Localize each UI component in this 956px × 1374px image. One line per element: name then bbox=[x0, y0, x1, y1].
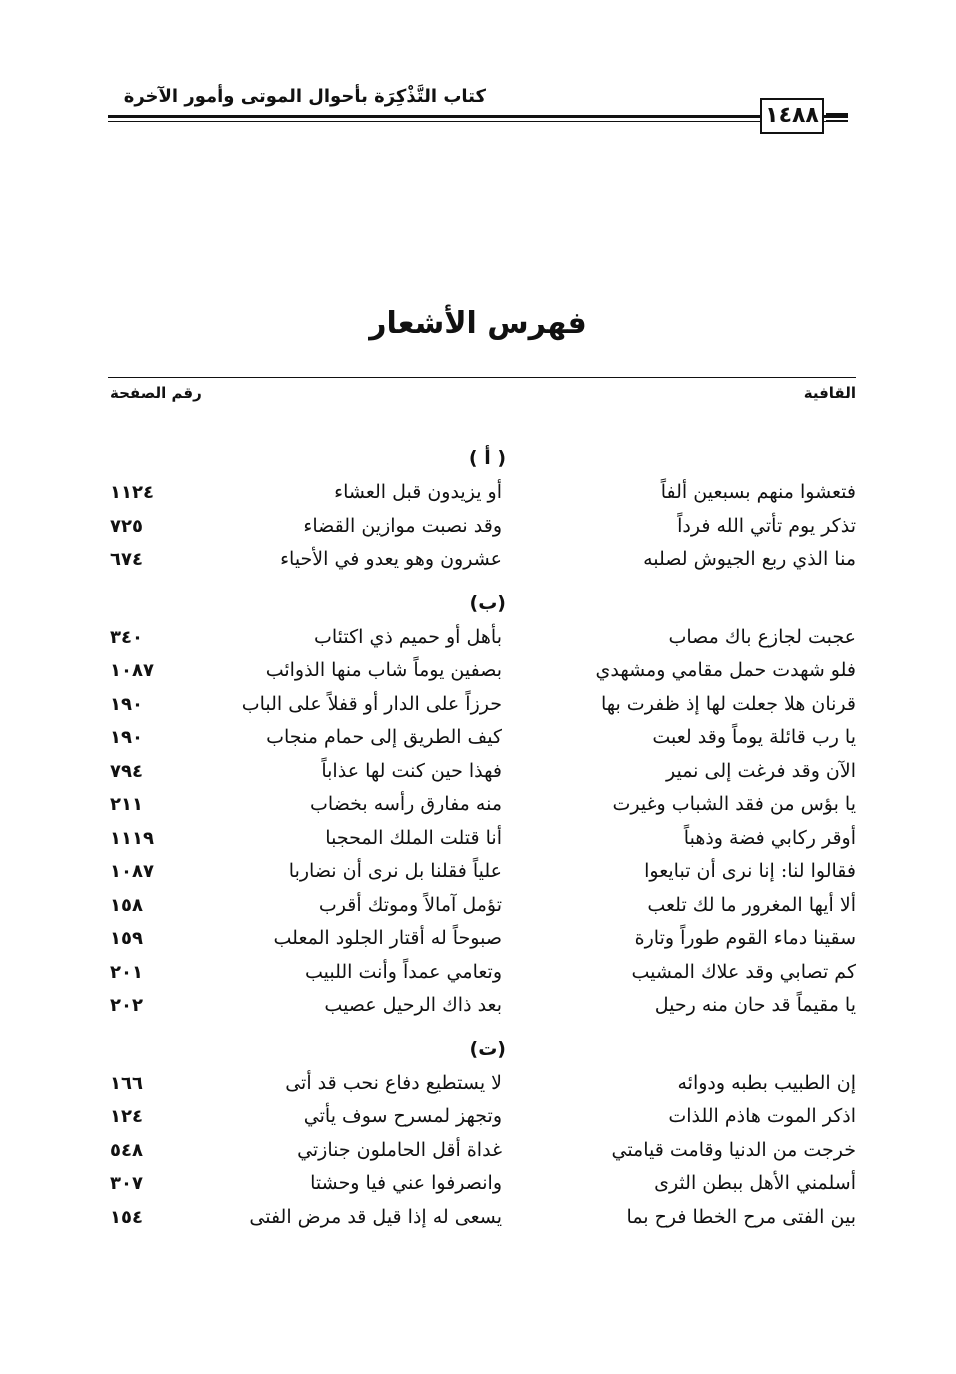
rhyme-hemistich: عجبت لجازع باك مصاب bbox=[668, 625, 856, 648]
second-hemistich: وتجهز لمسرح سوف يأتي bbox=[303, 1105, 502, 1127]
page-ref: ١٠٨٧ bbox=[110, 861, 154, 882]
page-ref: ٢٠٢ bbox=[110, 995, 143, 1016]
index-row bbox=[100, 721, 856, 755]
header-rule-tail bbox=[826, 113, 848, 116]
second-hemistich: أو يزيدون قبل العشاء bbox=[334, 481, 502, 503]
second-hemistich: كيف الطريق إلى حمام منجاب bbox=[266, 726, 502, 748]
index-row bbox=[100, 476, 856, 510]
rhyme-hemistich: قرنان هلا جعلت لها إذ ظفرت بها bbox=[600, 692, 856, 715]
index-row bbox=[100, 956, 856, 990]
column-header-rule bbox=[108, 377, 856, 378]
index-row bbox=[100, 1201, 856, 1235]
second-hemistich: صبوحاً له أقتار الجلود المعلب bbox=[273, 927, 502, 949]
page-ref: ٢٠١ bbox=[110, 961, 143, 983]
page-ref: ١٦٦ bbox=[110, 1072, 143, 1094]
rhyme-hemistich: يا مقيماً قد حان منه رحيل bbox=[654, 994, 856, 1016]
header-rule-thick bbox=[108, 115, 848, 118]
column-header-qafiya: القافية bbox=[803, 384, 856, 402]
page-ref: ٦٧٤ bbox=[110, 549, 143, 570]
page-ref: ١١١٩ bbox=[110, 827, 154, 849]
second-hemistich: أنا قتلت الملك المحجبا bbox=[325, 826, 502, 849]
page-ref: ١١٢٤ bbox=[110, 482, 154, 503]
index-row bbox=[100, 543, 856, 577]
page-ref: ٢١١ bbox=[110, 794, 143, 815]
rhyme-hemistich: فلو شهدت حمل مقامي ومشهدي bbox=[595, 659, 856, 681]
section-gap bbox=[100, 577, 856, 585]
index-row bbox=[100, 654, 856, 688]
index-row bbox=[100, 822, 856, 856]
rhyme-hemistich: بين الفتى مرح الخطا فرح بما bbox=[626, 1205, 856, 1228]
page-ref: ١٩٠ bbox=[110, 727, 143, 748]
rhyme-hemistich: تذكر يوم تأتي الله فرداً bbox=[677, 514, 856, 537]
second-hemistich: منه مفارق رأسه بخضاب bbox=[310, 793, 502, 815]
section-letter: (ت) bbox=[469, 1037, 506, 1060]
rhyme-hemistich: فتعشوا منهم بسبعين ألفاً bbox=[660, 481, 856, 503]
page-ref: ١٥٤ bbox=[110, 1206, 143, 1228]
page-ref: ١٩٠ bbox=[110, 693, 143, 715]
second-hemistich: بصفين يوماً شاب منها الذوائب bbox=[265, 659, 502, 681]
rhyme-hemistich: اذكر الموت هاذم اللذات bbox=[668, 1105, 856, 1127]
index-row bbox=[100, 855, 856, 889]
second-hemistich: بعد ذاك الرحيل عصيب bbox=[324, 994, 502, 1016]
second-hemistich: عشرون وهو يعدو في الأحياء bbox=[280, 548, 502, 570]
index-row bbox=[100, 989, 856, 1023]
rhyme-hemistich: الآن وقد فرغت إلى نمير bbox=[665, 759, 856, 782]
page-ref: ١٢٤ bbox=[110, 1106, 143, 1127]
column-header-page: رقم الصفحة bbox=[110, 384, 202, 402]
index-row bbox=[100, 889, 856, 923]
rhyme-hemistich: خرجت من الدنيا وقامت قيامتي bbox=[611, 1138, 856, 1161]
page-ref: ٧٩٤ bbox=[110, 760, 143, 782]
second-hemistich: يسعى له إذا قيل قد مرض الفتى bbox=[249, 1205, 502, 1228]
rhyme-hemistich: إن الطبيب بطبه ودوائه bbox=[677, 1071, 856, 1094]
header-rule-tail-thin bbox=[826, 120, 848, 121]
page-title: فهرس الأشعار bbox=[369, 306, 587, 341]
page-ref: ١٥٩ bbox=[110, 928, 143, 949]
index-row bbox=[100, 788, 856, 822]
index-row bbox=[100, 1100, 856, 1134]
rhyme-hemistich: فقالوا لنا: إنا نرى أن تبايعوا bbox=[644, 860, 856, 882]
second-hemistich: وقد نصبت موازين القضاء bbox=[303, 514, 502, 537]
second-hemistich: وتعامي عمداً وأنت اللبيب bbox=[304, 960, 502, 983]
section-letter: ( أ ) bbox=[468, 447, 506, 469]
rhyme-hemistich: كم تصابي وقد علاك المشيب bbox=[631, 960, 856, 983]
section-letter: (ب) bbox=[469, 591, 506, 614]
index-row bbox=[100, 922, 856, 956]
page-ref: ٧٢٥ bbox=[110, 515, 143, 537]
page-number: ١٤٨٨ bbox=[760, 98, 824, 134]
index-row bbox=[100, 755, 856, 789]
rhyme-hemistich: يا بؤس من فقد الشباب وغيرت bbox=[612, 793, 856, 815]
index-row bbox=[100, 510, 856, 544]
running-head: كتاب التَّذْكِرَة بأحوال الموتى وأمور الآخرة bbox=[123, 86, 486, 107]
rhyme-hemistich: أسلمني الأهل ببطن الثرى bbox=[654, 1172, 856, 1194]
index-row bbox=[100, 1167, 856, 1201]
index-row bbox=[100, 621, 856, 655]
rhyme-hemistich: سقينا دماء القوم طوراً وتارة bbox=[634, 927, 856, 949]
index-row bbox=[100, 1134, 856, 1168]
verse-index bbox=[100, 440, 856, 1234]
header-rule-thin bbox=[108, 121, 848, 122]
index-row bbox=[100, 688, 856, 722]
rhyme-hemistich: أوقر ركابي فضة وذهباً bbox=[683, 826, 856, 849]
second-hemistich: تؤمل آمالاً وموتك أقرب bbox=[318, 893, 502, 916]
rhyme-hemistich: يا رب قائلة يوماً وقد لعبت bbox=[652, 726, 856, 748]
page-ref: ١٥٨ bbox=[110, 894, 143, 916]
second-hemistich: علياً فقلنا بل نرى أن نضاربا bbox=[288, 860, 502, 882]
index-row bbox=[100, 1067, 856, 1101]
second-hemistich: غداة أقل الحاملون جنازتي bbox=[297, 1138, 502, 1161]
page-ref: ٣٤٠ bbox=[110, 626, 143, 648]
second-hemistich: فهذا حين كنت لها عذاباً bbox=[321, 759, 502, 782]
rhyme-hemistich: ألا أيها المغرور ما لك تلعب bbox=[647, 893, 856, 916]
section-gap bbox=[100, 1023, 856, 1031]
second-hemistich: وانصرفوا عني فيا وحشتا bbox=[310, 1172, 502, 1194]
page-ref: ٥٤٨ bbox=[110, 1139, 143, 1161]
page-ref: ٣٠٧ bbox=[110, 1173, 143, 1194]
page-ref: ١٠٨٧ bbox=[110, 660, 154, 681]
second-hemistich: بأهل أو حميم ذي اكتئاب bbox=[313, 625, 502, 648]
second-hemistich: حرزاً على الدار أو قفلاً على الباب bbox=[241, 692, 502, 715]
rhyme-hemistich: منا الذي ربع الجيوش لصلبه bbox=[643, 548, 856, 570]
second-hemistich: لا يستطيع دفاع نحب قد أتى bbox=[285, 1071, 502, 1094]
